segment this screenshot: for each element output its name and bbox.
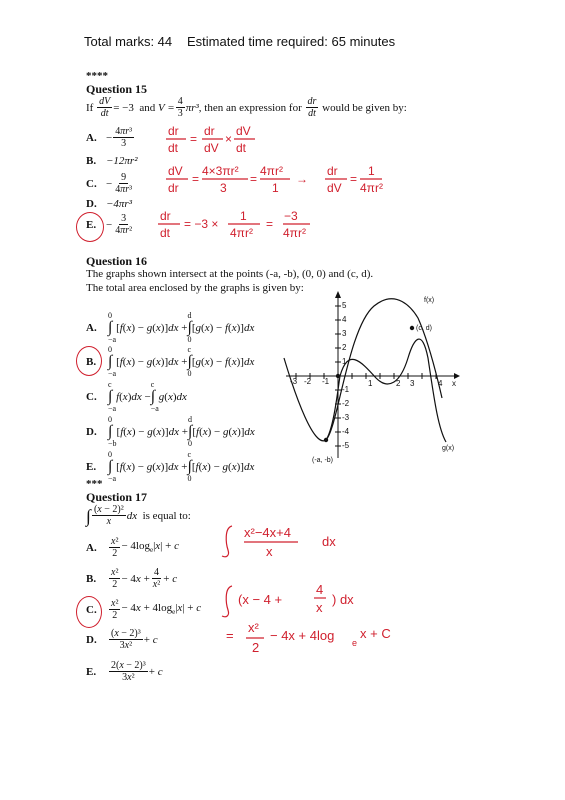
svg-text:2: 2 [252, 640, 260, 655]
x-tick-neg2: -2 [304, 377, 312, 386]
svg-text:x: x [266, 544, 273, 559]
svg-text:−3: −3 [284, 209, 298, 223]
q15-option-d[interactable]: D. −4πr³ [86, 198, 133, 210]
q16-option-d[interactable]: D. 0 ∫ −b [f(x) − g(x)]dx + d ∫ 0 [f(x) − g(x)]dx [86, 415, 255, 448]
q17-option-b[interactable]: B. $\frac{\text{x²}}{2}$ − 4x + $\frac{4}{\text{x²}}$ + c [86, 567, 178, 590]
svg-text:dr: dr [168, 181, 179, 195]
q17-option-a[interactable]: A. $\frac{\text{x²}}{2}$ − $4\log_e|x| + c$ [86, 536, 179, 559]
q15-option-b[interactable]: B. −12πr² [86, 155, 138, 167]
q16-line2: The total area enclosed by the graphs is given by: [86, 282, 304, 294]
svg-text:dr: dr [168, 124, 179, 138]
svg-text:e: e [352, 638, 358, 648]
q16-option-e[interactable]: E. 0 ∫ −a [f(x) − g(x)]dx + c ∫ 0 [f(x) − g(x)]dx [86, 450, 255, 483]
x-tick-3: 3 [410, 379, 415, 388]
q16-selected-circle [76, 346, 102, 376]
q17-title: Question 17 [86, 490, 148, 504]
q17-difficulty-stars: *** [86, 478, 103, 490]
svg-text:dV: dV [204, 141, 219, 155]
f-curve [284, 299, 442, 441]
svg-text:4πr²: 4πr² [230, 226, 253, 240]
svg-text:=: = [350, 172, 358, 186]
svg-text:1: 1 [240, 209, 247, 223]
q17-handwritten-working [218, 520, 428, 660]
svg-text:(x − 4 +: (x − 4 + [238, 592, 283, 607]
svg-text:dV: dV [236, 124, 251, 138]
point-neg-a-neg-b [324, 438, 328, 442]
svg-text:=: = [226, 628, 234, 643]
q15-difficulty-stars: **** [86, 70, 108, 82]
y-axis-arrow [335, 291, 341, 298]
total-marks: Total marks: 44 [84, 34, 173, 49]
svg-text:=: = [250, 172, 258, 186]
svg-text:4πr²: 4πr² [260, 164, 283, 178]
q16-line1: The graphs shown intersect at the points (-a, -b), (0, 0) and (c, d). [86, 268, 374, 280]
q17-stem: ∫ $\frac{\text{(x − 2)²}}{x}$ dx is equal to: [86, 504, 191, 527]
cd-label: (c, d) [416, 325, 432, 332]
svg-text:= −3 ×: = −3 × [184, 217, 219, 231]
y-tick-4: 4 [342, 315, 347, 324]
svg-text:→: → [296, 172, 308, 186]
q15-stem: If $\frac{dV}{dt}$ = −3 and V = $\frac{4}{3}$ πr³ , then an expression for $\frac{dr}{dt}$ would be given by: [86, 96, 407, 119]
svg-text:4πr²: 4πr² [360, 181, 383, 195]
svg-text:dr: dr [160, 209, 171, 223]
x-tick-2: 2 [396, 379, 401, 388]
estimated-time: Estimated time required: 65 minutes [187, 34, 396, 49]
q17-option-d[interactable]: D. $\frac{\text{(x − 2)³}}{\text{3x²}}$ + c [86, 628, 158, 651]
svg-text:dt: dt [236, 141, 247, 155]
svg-text:1: 1 [272, 181, 279, 195]
x-tick-neg1: -1 [322, 377, 330, 386]
svg-text:4: 4 [316, 582, 324, 597]
svg-text:4×3πr²: 4×3πr² [202, 164, 239, 178]
y-tick-neg5: -5 [342, 441, 350, 450]
q15-option-a[interactable]: A. − $\frac{\text{4πr³}}{3}$ [86, 126, 133, 149]
svg-text:=: = [192, 172, 200, 186]
q16-option-a[interactable]: A. 0 ∫ −a [f(x) − g(x)]dx + d ∫ 0 [g(x) − f(x)]dx [86, 311, 255, 344]
svg-text:3: 3 [220, 181, 227, 195]
q16-option-c[interactable]: C. c ∫ −a f(x)dx − c ∫ −a g(x)dx [86, 380, 187, 413]
q17-option-c[interactable]: C. $\frac{\text{x²}}{2}$ − $4x + 4\log_e|x| + c$ [86, 598, 202, 621]
y-tick-1: 1 [342, 357, 347, 366]
point-c-d [410, 326, 414, 330]
q15-title: Question 15 [86, 82, 148, 96]
q15-option-e[interactable]: E. − $\frac{3}{\text{4πr²}}$ [86, 213, 133, 236]
q17-selected-circle [76, 596, 102, 628]
f-label: f(x) [424, 297, 435, 304]
svg-text:dt: dt [168, 141, 179, 155]
svg-text:x²: x² [248, 620, 259, 635]
svg-text:dt: dt [160, 226, 171, 240]
q16-title: Question 16 [86, 254, 148, 268]
q15-option-c[interactable]: C. − $\frac{9}{\text{4πr³}}$ [86, 172, 133, 195]
svg-text:) dx: ) dx [332, 592, 354, 607]
svg-text:=: = [266, 217, 274, 231]
svg-text:×: × [225, 132, 233, 146]
point-origin [336, 374, 340, 378]
y-tick-3: 3 [342, 329, 347, 338]
svg-text:x: x [316, 600, 323, 615]
g-label: g(x) [442, 445, 455, 452]
y-tick-2: 2 [342, 343, 347, 352]
svg-text:4πr²: 4πr² [283, 226, 306, 240]
svg-text:=: = [190, 132, 198, 146]
svg-text:dx: dx [322, 534, 336, 549]
x-tick-1: 1 [368, 379, 373, 388]
q15-selected-circle [76, 212, 104, 242]
q15-handwritten-working [150, 120, 390, 250]
q16-graph [278, 288, 468, 478]
y-tick-5: 5 [342, 301, 347, 310]
y-tick-neg1: -1 [342, 385, 350, 394]
y-tick-neg3: -3 [342, 413, 350, 422]
x-tick-4: 4 [438, 379, 443, 388]
x-axis-label: x [452, 379, 456, 388]
svg-text:x + C: x + C [360, 626, 391, 641]
y-tick-neg2: -2 [342, 399, 350, 408]
ab-label: (-a, -b) [312, 457, 333, 464]
y-tick-neg4: -4 [342, 427, 350, 436]
q16-option-b[interactable]: B. 0 ∫ −a [f(x) − g(x)]dx + c ∫ 0 [g(x) − f(x)]dx [86, 345, 255, 378]
svg-text:− 4x + 4log: − 4x + 4log [270, 628, 335, 643]
q17-option-e[interactable]: E. $\frac{\text{2(x − 2)³}}{\text{3x²}}$ + c [86, 660, 163, 683]
svg-text:x²−4x+4: x²−4x+4 [244, 525, 291, 540]
svg-text:dr: dr [327, 164, 338, 178]
svg-text:dV: dV [168, 164, 183, 178]
x-tick-neg3: -3 [290, 377, 298, 386]
svg-text:dr: dr [204, 124, 215, 138]
svg-text:1: 1 [368, 164, 375, 178]
svg-text:dV: dV [327, 181, 342, 195]
